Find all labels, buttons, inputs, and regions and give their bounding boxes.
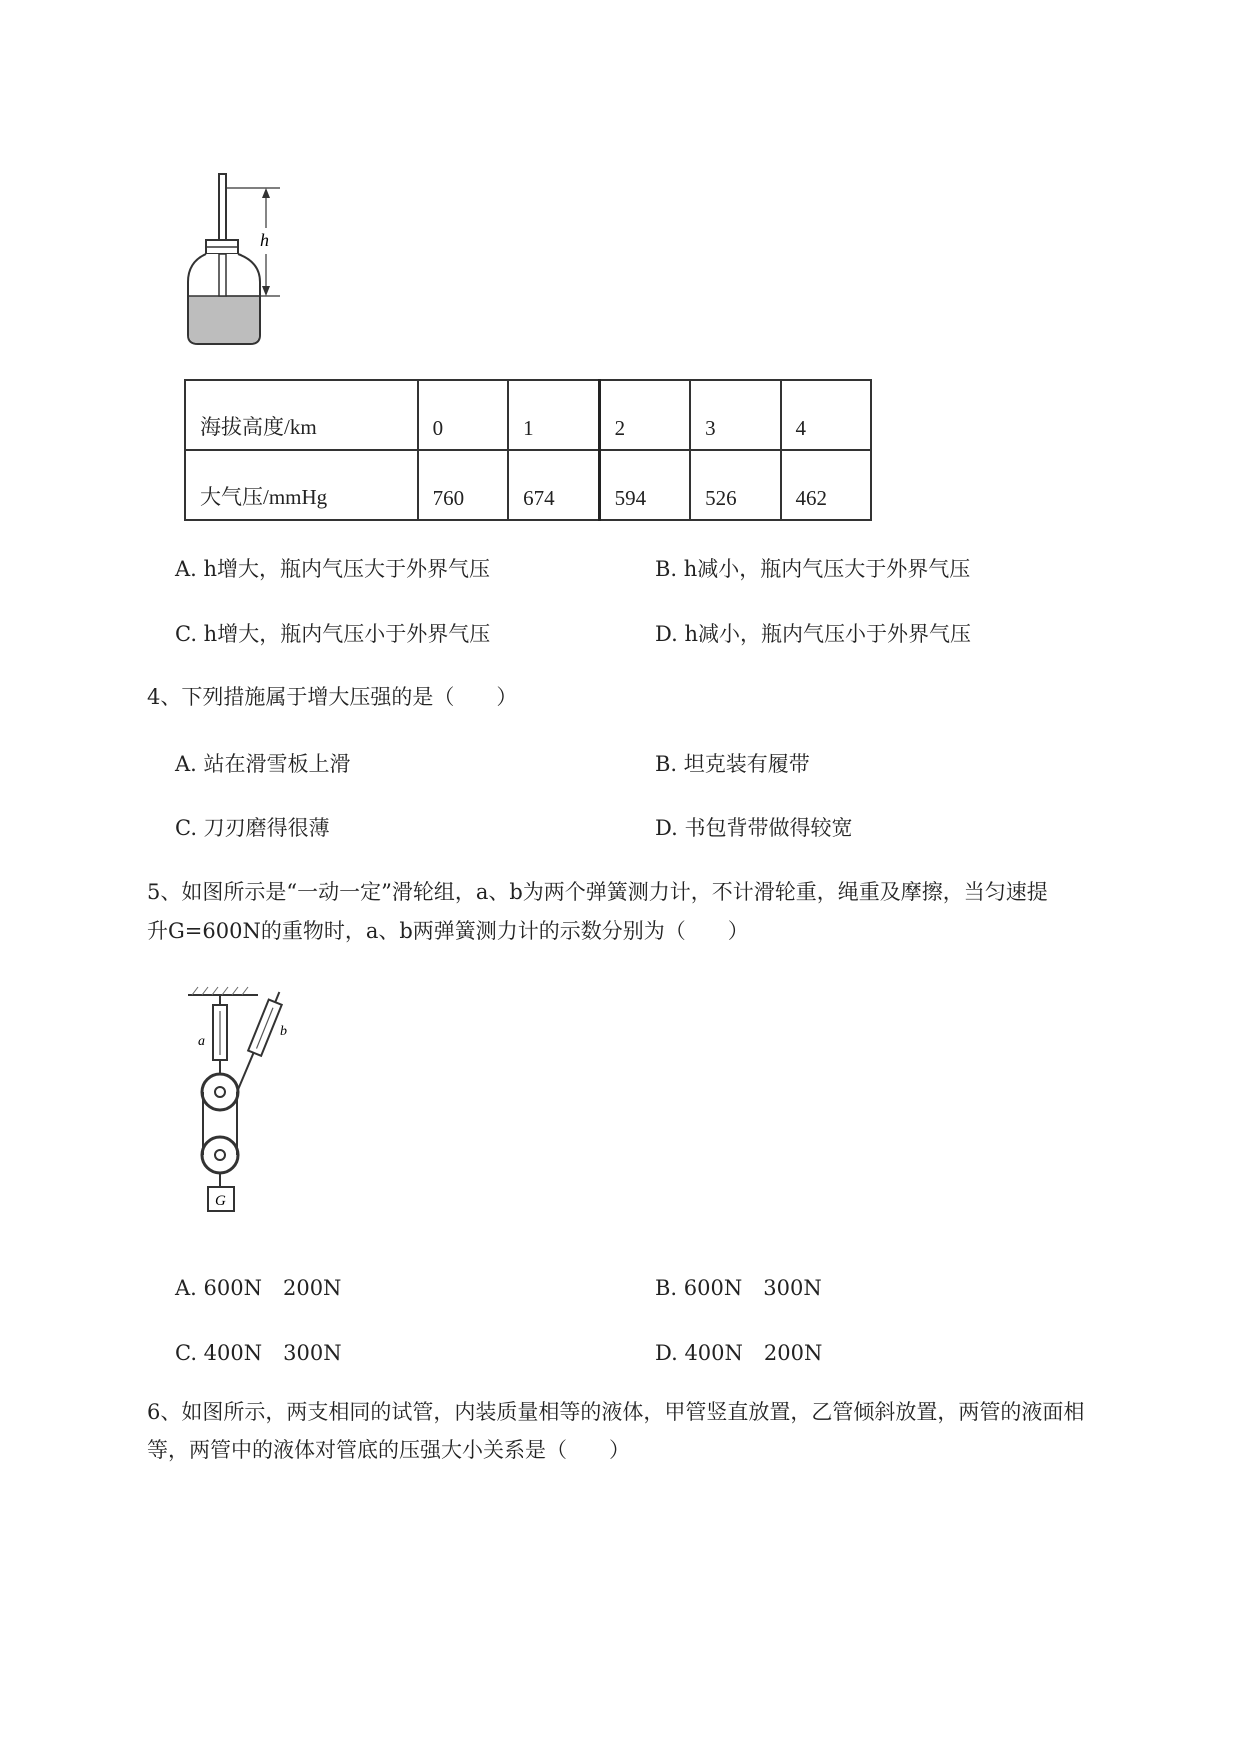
q3-option-c[interactable]: C. h增大，瓶内气压小于外界气压 [175, 622, 491, 646]
q4-option-d[interactable]: D. 书包背带做得较宽 [655, 816, 853, 840]
table-cell: 526 [690, 450, 780, 520]
q6-text-line2: 等，两管中的液体对管底的压强大小关系是（ ） [147, 1438, 630, 1462]
table-header-altitude: 海拔高度/km [185, 380, 418, 450]
q5-option-b[interactable]: B. 600N 300N [655, 1276, 822, 1300]
table-cell: 4 [781, 380, 871, 450]
q5-text-line1: 5、如图所示是“一动一定”滑轮组，a、b为两个弹簧测力计，不计滑轮重，绳重及摩擦，当匀速提 [147, 880, 1048, 904]
table-cell: 594 [599, 450, 690, 520]
label-g: G [215, 1193, 226, 1209]
bottle-figure [180, 170, 290, 355]
q4-option-a[interactable]: A. 站在滑雪板上滑 [175, 752, 351, 776]
q5-option-a[interactable]: A. 600N 200N [175, 1276, 342, 1300]
pulley-figure [170, 975, 310, 1220]
table-cell: 0 [418, 380, 508, 450]
altitude-pressure-table [184, 379, 872, 521]
label-a: a [198, 1034, 205, 1049]
table-cell: 3 [690, 380, 780, 450]
q3-option-d[interactable]: D. h减小，瓶内气压小于外界气压 [655, 622, 971, 646]
q5-option-d[interactable]: D. 400N 200N [655, 1341, 823, 1365]
table-header-pressure: 大气压/mmHg [185, 450, 418, 520]
table-row [185, 450, 871, 520]
q4-text: 4、下列措施属于增大压强的是（ ） [147, 685, 518, 709]
table-cell: 674 [508, 450, 599, 520]
table-cell: 462 [781, 450, 871, 520]
q4-option-c[interactable]: C. 刀刃磨得很薄 [175, 816, 330, 840]
h-label: h [260, 230, 269, 250]
q4-option-b[interactable]: B. 坦克装有履带 [655, 752, 810, 776]
table-row [185, 380, 871, 450]
table-cell: 760 [418, 450, 508, 520]
table-cell: 2 [599, 380, 690, 450]
table-cell: 1 [508, 380, 599, 450]
q3-option-a[interactable]: A. h增大，瓶内气压大于外界气压 [175, 557, 491, 581]
q5-option-c[interactable]: C. 400N 300N [175, 1341, 342, 1365]
q6-text-line1: 6、如图所示，两支相同的试管，内装质量相等的液体，甲管竖直放置，乙管倾斜放置，两管的液面相 [147, 1400, 1085, 1424]
label-b: b [280, 1024, 287, 1039]
q3-option-b[interactable]: B. h减小，瓶内气压大于外界气压 [655, 557, 971, 581]
q5-text-line2: 升G=600N的重物时，a、b两弹簧测力计的示数分别为（ ） [147, 919, 749, 943]
